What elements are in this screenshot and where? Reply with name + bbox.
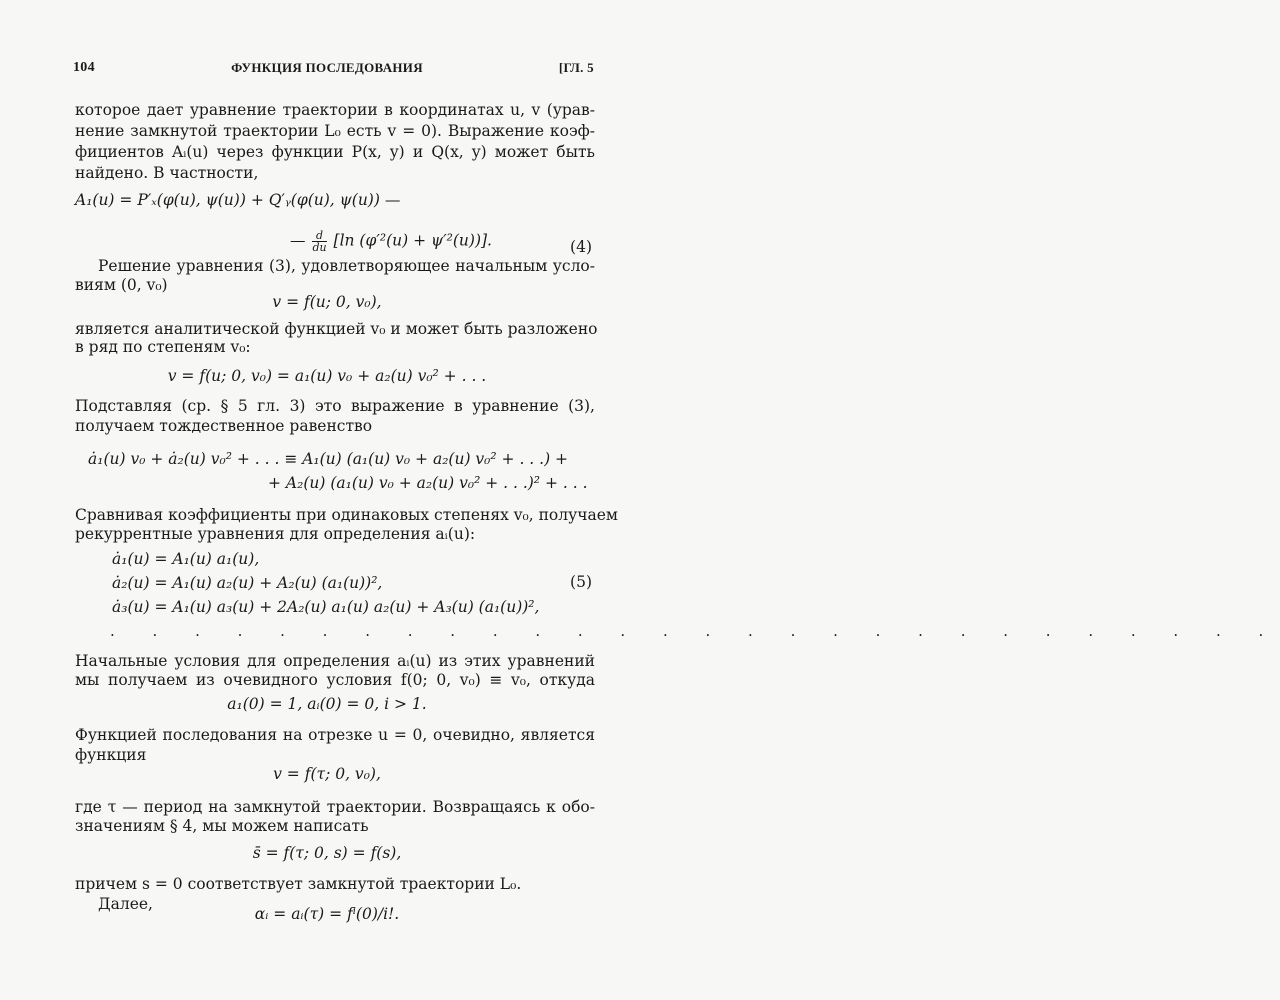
- equation-5-row1: ȧ₁(u) = A₁(u) a₁(u),: [112, 550, 260, 568]
- text-line: Сравнивая коэффициенты при одинаковых степенях v₀, получаем: [75, 506, 618, 524]
- equation-number-5: (5): [570, 573, 592, 591]
- equation-alpha: αᵢ = aᵢ(τ) = fⁱ(0)/i!.: [254, 905, 400, 923]
- text-line: значениям § 4, мы можем написать: [75, 817, 369, 835]
- equation-5-row3: ȧ₃(u) = A₁(u) a₃(u) + 2A₂(u) a₁(u) a₂(u) + A₃(u) (a₁(u))²,: [112, 598, 540, 616]
- text-line: Подставляя (ср. § 5 гл. 3) это выражение в уравнение (3),: [75, 397, 595, 415]
- equation-4-line1: A₁(u) = P′ₓ(φ(u), ψ(u)) + Q′ᵧ(φ(u), ψ(u)) —: [75, 191, 401, 209]
- text-line: мы получаем из очевидного условия f(0; 0, v₀) ≡ v₀, откуда: [75, 671, 595, 689]
- text-line: Решение уравнения (3), удовлетворяющее начальным усло-: [98, 257, 595, 275]
- equation-v: v = f(u; 0, v₀),: [272, 293, 382, 311]
- equation-initial-conditions: a₁(0) = 1, aᵢ(0) = 0, i > 1.: [227, 695, 427, 713]
- text-line: рекуррентные уравнения для определения aᵢ(u):: [75, 525, 476, 543]
- text-line: где τ — период на замкнутой траектории. Возвращаясь к обо-: [75, 798, 595, 816]
- continuation-dots: . . . . . . . . . . . . . . . . . . . . . . . . . . . .: [110, 622, 1280, 640]
- text-line: Начальные условия для определения aᵢ(u) из этих уравнений: [75, 652, 595, 670]
- equation-tau: v = f(τ; 0, v₀),: [273, 765, 381, 783]
- text-line: получаем тождественное равенство: [75, 417, 373, 435]
- text-line: в ряд по степеням v₀:: [75, 338, 251, 356]
- equation-4-line2: — $\frac{d}{du}$ [ln (φ′²(u) + ψ′²(u))].: [290, 229, 492, 254]
- text-line: Далее,: [98, 895, 153, 913]
- text-line: которое дает уравнение траектории в координатах u, v (урав-: [75, 101, 595, 119]
- text-line: функция: [75, 746, 147, 764]
- text-line: нение замкнутой траектории L₀ есть v = 0). Выражение коэф-: [75, 122, 595, 140]
- text-line: виям (0, v₀): [75, 276, 168, 294]
- text-line: причем s = 0 соответствует замкнутой траектории L₀.: [75, 875, 522, 893]
- identity-line1: ȧ₁(u) v₀ + ȧ₂(u) v₀² + . . . ≡ A₁(u) (a₁(u) v₀ + a₂(u) v₀² + . . .) +: [88, 450, 569, 468]
- text-line: фициентов Aᵢ(u) через функции P(x, y) и Q(x, y) может быть: [75, 143, 595, 161]
- running-title: ФУНКЦИЯ ПОСЛЕДОВАНИЯ: [231, 60, 423, 75]
- page-number: 104: [73, 60, 95, 75]
- text-line: Функцией последования на отрезке u = 0, очевидно, является: [75, 726, 595, 744]
- text-line: найдено. В частности,: [75, 164, 259, 182]
- identity-line2: + A₂(u) (a₁(u) v₀ + a₂(u) v₀² + . . .)² + . . .: [268, 474, 588, 492]
- equation-s: s̄ = f(τ; 0, s) = f(s),: [252, 844, 402, 862]
- derivative-fraction: $\frac{d}{du}$: [312, 229, 327, 254]
- equation-series: v = f(u; 0, v₀) = a₁(u) v₀ + a₂(u) v₀² + . . .: [167, 367, 487, 385]
- equation-number-4: (4): [570, 238, 592, 256]
- chapter-label: [ГЛ. 5: [558, 60, 594, 75]
- equation-5-row2: ȧ₂(u) = A₁(u) a₂(u) + A₂(u) (a₁(u))²,: [112, 574, 383, 592]
- text-line: является аналитической функцией v₀ и может быть разложено: [75, 320, 598, 338]
